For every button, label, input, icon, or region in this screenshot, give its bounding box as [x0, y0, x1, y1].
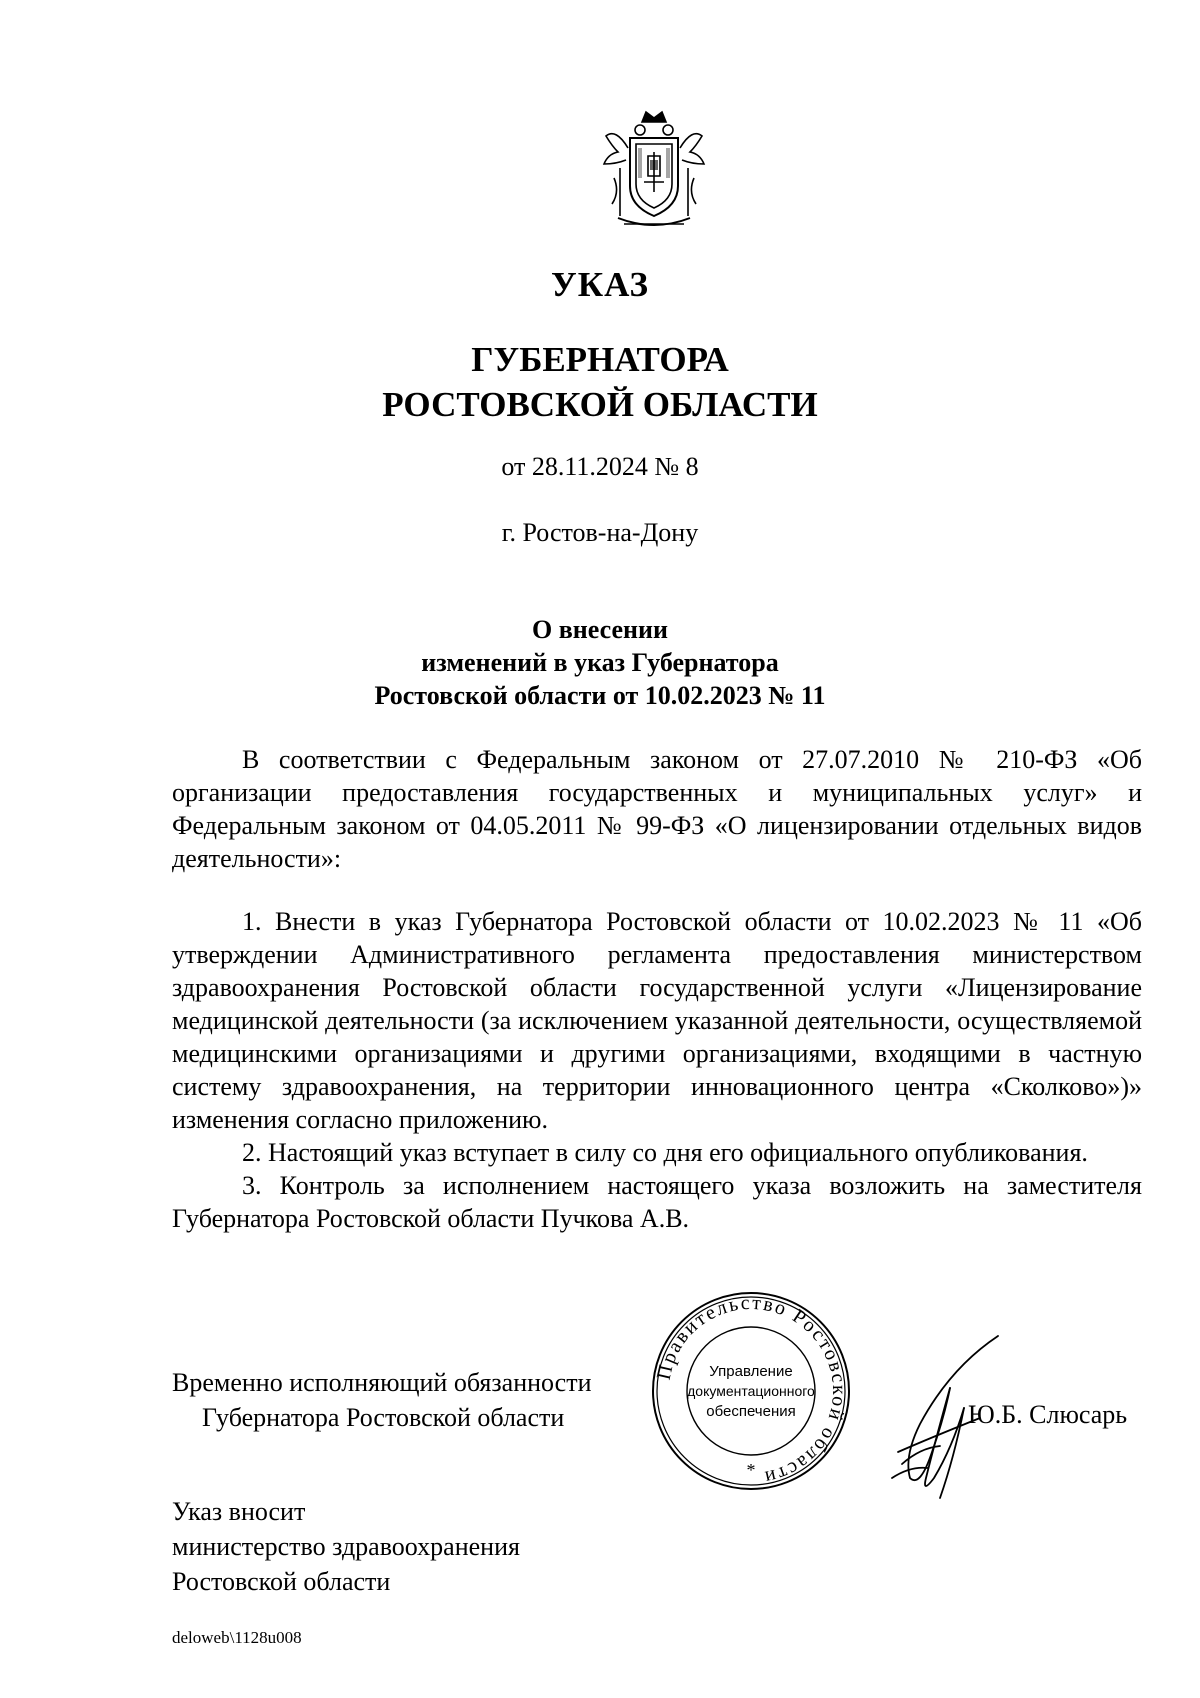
preamble-paragraph [172, 743, 1142, 875]
decree-date-number: от 28.11.2024 № 8 [501, 452, 699, 481]
seal-inner-line-1: Управление [709, 1363, 793, 1380]
authority-line-1: ГУБЕРНАТОРА [471, 340, 729, 379]
decree-title: УКАЗ [551, 265, 649, 304]
seal-star: * [746, 1460, 756, 1480]
document-code: deloweb\1128u008 [172, 1628, 302, 1647]
preamble-text: В соответствии с Федеральным законом от 27.07.2010 № 210-ФЗ «Об организации предоставления государственных и муниципальных услуг» и Федеральным законом от 04.05.2011 № 99-ФЗ «О лицензировании отдельных видов деятельности»: [172, 745, 1142, 873]
decree-item-2: 2. Настоящий указ вступает в силу со дня его официального опубликования. [242, 1138, 1088, 1167]
signatory-name: Ю.Б. Слюсарь [968, 1400, 1128, 1429]
seal-outer-text: Правительство Ростовской области [652, 1291, 851, 1490]
subject-line-2: изменений в указ Губернатора [421, 648, 779, 677]
authority-line-2: РОСТОВСКОЙ ОБЛАСТИ [382, 385, 818, 424]
submitted-line-1: Указ вносит [172, 1497, 306, 1526]
position-line-2: Губернатора Ростовской области [202, 1403, 565, 1432]
decree-item-1: 1. Внести в указ Губернатора Ростовской области от 10.02.2023 № 11 «Об утверждении Административного регламента предоставления министерством здравоохранения Ростовской области государственной услуги «Лицензирование медицинской деятельности (за исключением указанной деятельности, осуществляемой медицинскими организациями и другими организациями, входящими в частную систему здравоохранения, на территории инновационного центра «Сколково»)» изменения согласно приложению. [172, 907, 1142, 1134]
submitted-by [172, 1494, 520, 1599]
position-line-1: Временно исполняющий обязанности [172, 1368, 592, 1397]
submitted-line-3: Ростовской области [172, 1567, 391, 1596]
seal-inner-line-3: обеспечения [706, 1403, 796, 1420]
subject-line-3: Ростовской области от 10.02.2023 № 11 [374, 681, 826, 710]
issuing-authority [0, 337, 1200, 427]
decree-subject [0, 613, 1200, 712]
decree-item-3: 3. Контроль за исполнением настоящего указа возложить на заместителя Губернатора Ростовской области Пучкова А.В. [172, 1171, 1142, 1233]
coat-of-arms-icon [598, 108, 710, 233]
decree-items [172, 905, 1142, 1235]
subject-line-1: О внесении [532, 615, 668, 644]
decree-city: г. Ростов-на-Дону [501, 518, 699, 547]
submitted-line-2: министерство здравоохранения [172, 1532, 520, 1561]
signatory-position [172, 1365, 592, 1435]
seal-inner-line-2: документационного [687, 1383, 815, 1399]
official-seal [650, 1290, 852, 1492]
